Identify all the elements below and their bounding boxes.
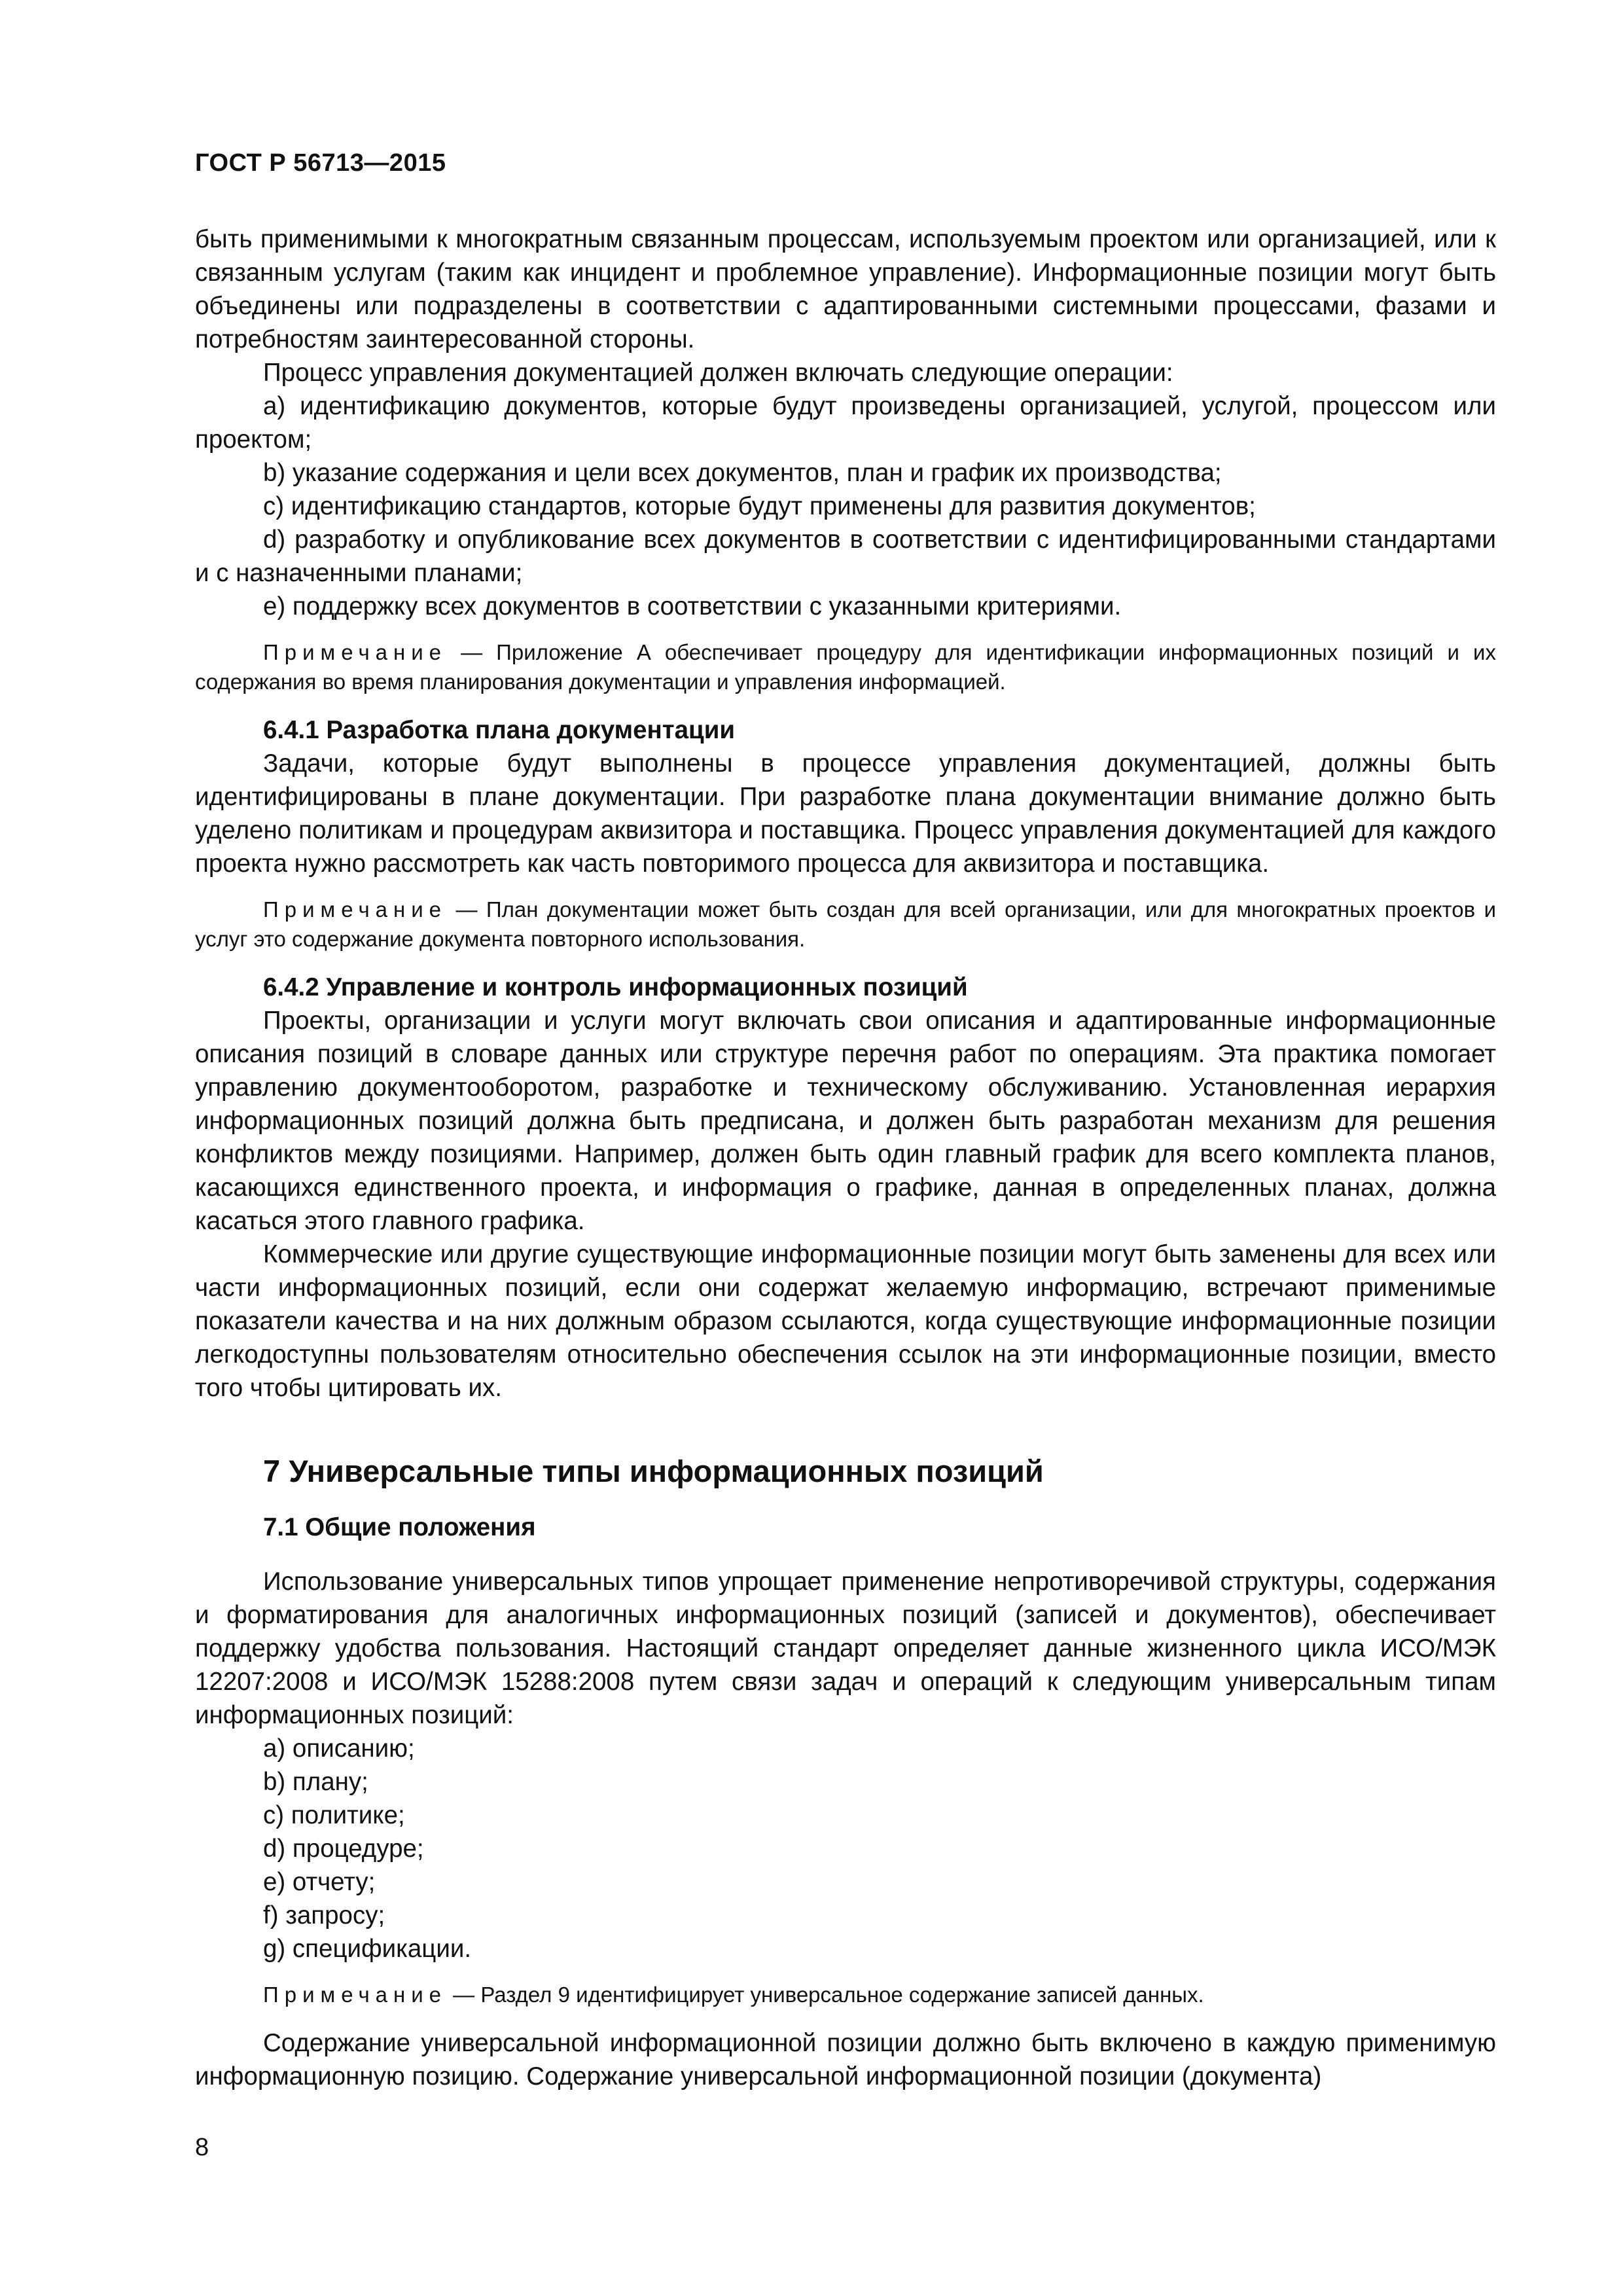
note-block bbox=[195, 1980, 1496, 2009]
paragraph-universal-content: Содержание универсальной информационной позиции должно быть включено в каждую применимую информационную позицию. Содержание универсальной информационной позиции (документа) bbox=[195, 2029, 1496, 2090]
note-label: Примечание bbox=[263, 897, 448, 922]
note-label: Примечание bbox=[263, 640, 448, 664]
section-heading-6-4-2: 6.4.2 Управление и контроль информационных позиций bbox=[263, 973, 968, 1001]
list-item: e) отчету; bbox=[263, 1868, 376, 1896]
list-item: g) спецификации. bbox=[263, 1935, 472, 1963]
list-item: e) поддержку всех документов в соответствии с указанными критериями. bbox=[263, 592, 1122, 620]
list-item: a) описанию; bbox=[263, 1734, 415, 1763]
section-heading-6-4-1: 6.4.1 Разработка плана документации bbox=[263, 716, 736, 744]
list-item: b) указание содержания и цели всех документов, план и график их производства; bbox=[263, 459, 1222, 487]
note-block bbox=[195, 895, 1496, 954]
note-text: — Приложение А обеспечивает процедуру для идентификации информационных позиций и их содержания во время планирования документации и управления информацией. bbox=[195, 640, 1496, 694]
document-header-code: ГОСТ Р 56713—2015 bbox=[195, 149, 446, 177]
note-label: Примечание bbox=[263, 1982, 448, 2007]
list-item: d) разработку и опубликование всех документов в соответствии с идентифицированными стандартами и с назначенными планами; bbox=[195, 526, 1496, 587]
page-number: 8 bbox=[195, 2134, 209, 2161]
note-text: — План документации может быть создан для всей организации, или для многократных проектов и услуг это содержание документа повторного использования. bbox=[195, 897, 1496, 951]
list-item: d) процедуре; bbox=[263, 1835, 424, 1863]
page-content bbox=[195, 223, 1496, 2093]
paragraph-universal-types: Использование универсальных типов упрощает применение непротиворечивой структуры, содержания и форматирования для аналогичных информационных позиций (записей и документов), обеспечивает поддержку удобства пользования. Настоящий стандарт определяет данные жизненного цикла ИСО/МЭК 12207:2008 и ИСО/МЭК 15288:2008 путем связи задач и операций к следующим универсальным типам информационных позиций: bbox=[195, 1568, 1496, 1729]
list-item: b) плану; bbox=[263, 1768, 368, 1796]
paragraph-control: Проекты, организации и услуги могут включать свои описания и адаптированные информационные описания позиций в словаре данных или структуре перечня работ по операциям. Эта практика помогает управлению документооборотом, разработке и техническому обслуживанию. Установленная иерархия информационных позиций должна быть предписана, и должен быть разработан механизм для решения конфликтов между позициями. Например, должен быть один главный график для всего комплекта планов, касающихся единственного проекта, и информация о графике, данная в определенных планах, должна касаться этого главного графика. bbox=[195, 1007, 1496, 1235]
list-item: c) политике; bbox=[263, 1801, 405, 1829]
list-item: f) запросу; bbox=[263, 1901, 385, 1929]
note-text: — Раздел 9 идентифицирует универсальное содержание записей данных. bbox=[447, 1982, 1204, 2007]
paragraph-commercial: Коммерческие или другие существующие информационные позиции могут быть заменены для всех или части информационных позиций, если они содержат желаемую информацию, встречают применимые показатели качества и на них должным образом ссылаются, когда существующие информационные позиции легкодоступны пользователям относительно обеспечения ссылок на эти информационные позиции, вместо того чтобы цитировать их. bbox=[195, 1240, 1496, 1402]
paragraph-process-intro: Процесс управления документацией должен включать следующие операции: bbox=[263, 359, 1173, 387]
paragraph-continued: быть применимыми к многократным связанным процессам, используемым проектом или организацией, или к связанным услугам (таким как инцидент и проблемное управление). Информационные позиции могут быть объединены или подразделены в соответствии с адаптированными системными процессами, фазами и потребностям заинтересованной стороны. bbox=[195, 225, 1496, 353]
list-item: a) идентификацию документов, которые будут произведены организацией, услугой, процессом или проектом; bbox=[195, 392, 1496, 454]
list-item: c) идентификацию стандартов, которые будут применены для развития документов; bbox=[263, 492, 1256, 520]
section-heading-7: 7 Универсальные типы информационных позиций bbox=[263, 1454, 1044, 1488]
note-block bbox=[195, 637, 1496, 696]
paragraph-documentation-plan: Задачи, которые будут выполнены в процессе управления документацией, должны быть идентифицированы в плане документации. При разработке плана документации внимание должно быть уделено политикам и процедурам аквизитора и поставщика. Процесс управления документацией для каждого проекта нужно рассмотреть как часть повторимого процесса для аквизитора и поставщика. bbox=[195, 749, 1496, 878]
section-heading-7-1: 7.1 Общие положения bbox=[263, 1513, 536, 1541]
